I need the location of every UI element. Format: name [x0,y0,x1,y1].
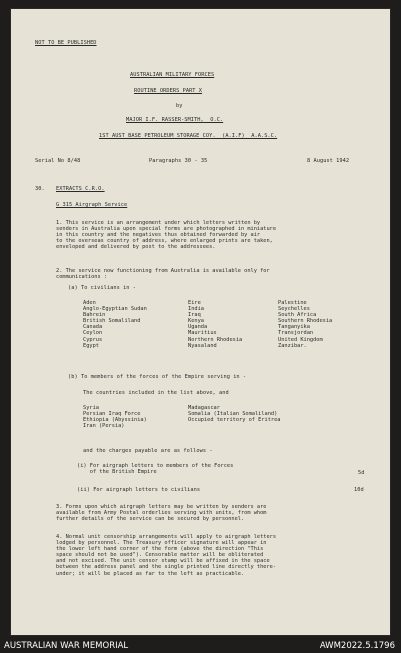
clause-b-intro: The countries included in the list above, and [83,390,229,396]
forces-list-col-1: Syria Persian Iraq Force Ethiopia (Abyssinia) Iran (Persia) [83,405,147,430]
paragraph-4: 4. Normal unit censorship arrangements will apply to airgraph letters lodged by personnel. The Treasury officer signature will appear in the lower left hand corner of the form (above the direction "This space should not be used"). Censorable matter will be obliterated and not excised. The unit censor stamp will be affixed in the space between the address panel and the single printed line directly there- under; it will be placed as far to the left as practicable. [56,534,277,577]
footer-accession-number: AWM2022.5.1796 [319,641,395,651]
unit-line: 1ST AUST BASE PETROLEUM STORAGE COY. (A.I.F) A.A.S.C. [99,133,278,139]
serial-number: Serial No 8/48 [35,158,81,164]
title-line-1: AUSTRALIAN MILITARY FORCES [130,72,215,78]
country-list-col-3: Palestine Seychelles South Africa Southern Rhodesia Tanganyika Transjordan United Kingdom Zanzibar. [278,300,333,349]
document-date: 8 August 1942 [307,158,350,164]
charges-intro: and the charges payable are as follows - [83,448,213,454]
by-line: by [176,103,183,109]
footer-source: AUSTRALIAN WAR MEMORIAL [4,641,129,651]
section-number: 30. [35,186,45,192]
paragraph-2: 2. The service now functioning from Australia is available only for communications : [56,268,270,281]
clause-b-label: (b) To members of the forces of the Empire serving in - [68,374,247,380]
country-list-col-1: Aden Anglo-Egyptian Sudan Bahrein British Somaliland Canada Ceylon Cyprus Egypt [83,300,147,349]
charge-1: (i) For airgraph letters to members of the Forces of the British Empire [77,463,234,476]
title-line-2: ROUTINE ORDERS PART X [134,88,203,94]
paragraph-1: 1. This service is an arrangement under which letters written by senders in Australia upon special forms are photographed in miniature in this country and the negatives thus obtained forwarded by air to the overseas country of address, where enlarged prints are taken, enveloped and delivered by post to the addressees. [56,220,277,251]
paragraph-range: Paragraphs 30 - 35 [149,158,208,164]
header-notice: NOT TO BE PUBLISHED [35,40,97,46]
charge-2-price: 10d [354,487,364,493]
paragraph-3: 3. Forms upon which airgraph letters may be written by senders are available from Army Postal orderlies serving with units, from whom further details of the service can be secured by personnel. [56,504,267,523]
forces-list-col-2: Madagascar Somalia (Italian Somaliland) Occupied territory of Eritrea [188,405,281,424]
charge-1-price: 5d [358,470,365,476]
charge-2: (ii) For airgraph letters to civilians [77,487,201,493]
author-line: MAJOR I.F. RASSER-SMITH, O.C. [126,117,224,123]
subsection-title: G 315 Airgraph Service [56,202,128,208]
clause-a-label: (a) To civilians in - [68,285,137,291]
section-title: EXTRACTS C.R.O. [56,186,105,192]
country-list-col-2: Eire India Iraq Kenya Uganda Mauritius Northern Rhodesia Nyasaland [188,300,243,349]
